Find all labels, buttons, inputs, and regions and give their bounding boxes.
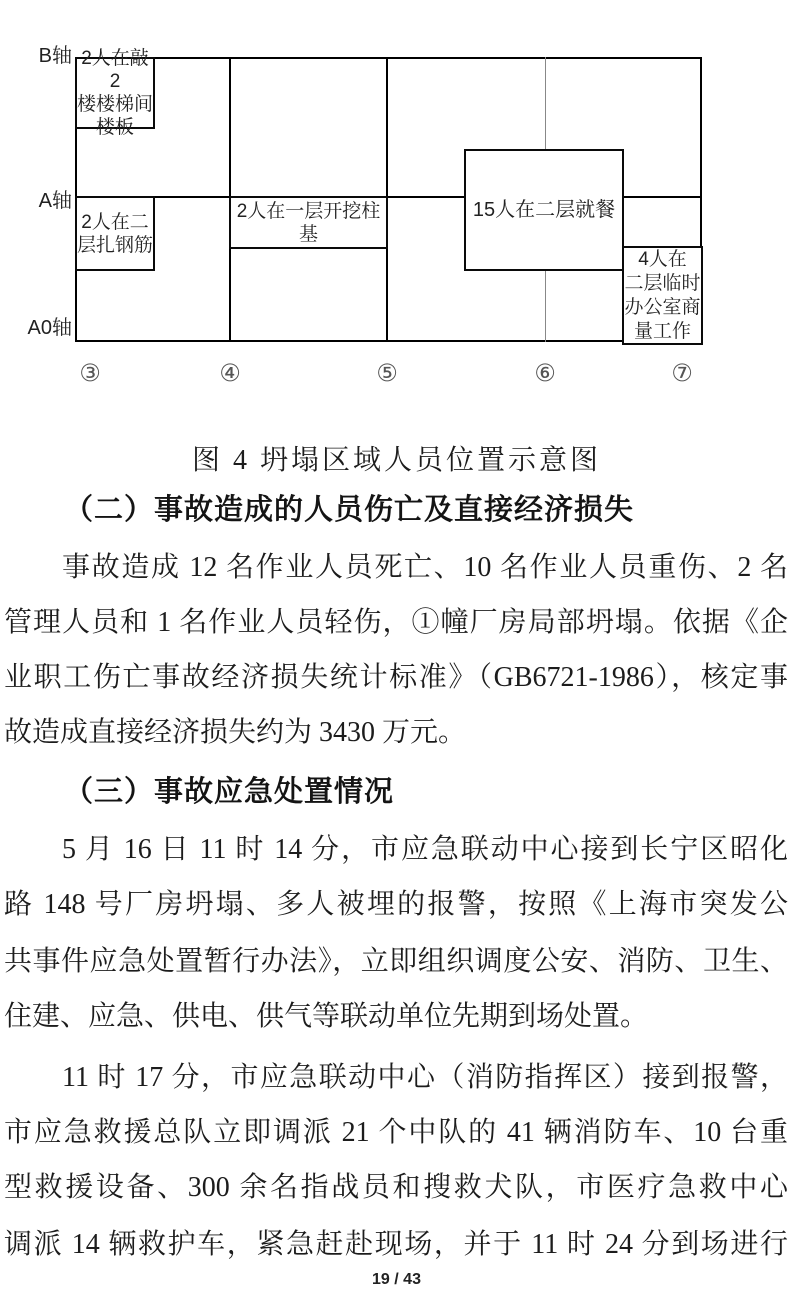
section-heading-3: （三）事故应急处置情况 — [64, 776, 395, 808]
axis-label-a0: A0轴 — [27, 317, 72, 339]
personnel-box-office-line: 4人在 — [638, 248, 687, 270]
column-label-7: ⑦ — [671, 359, 693, 387]
paragraph-line: 事故造成 12 名作业人员死亡、10 名作业人员重伤、2 名 — [62, 552, 788, 583]
personnel-box-rebar-line: 层扎钢筋 — [77, 234, 154, 256]
personnel-box-stair-line: 楼板 — [95, 117, 134, 138]
column-label-3: ③ — [79, 359, 101, 387]
figure-caption: 图 4 坍塌区域人员位置示意图 — [191, 445, 601, 476]
personnel-box-dining — [464, 149, 624, 271]
personnel-box-office-line: 办公室商 — [624, 296, 701, 318]
personnel-box-rebar-line: 2人在二 — [81, 211, 149, 233]
column-label-5: ⑤ — [376, 359, 398, 387]
paragraph-line: 5 月 16 日 11 时 14 分，市应急联动中心接到长宁区昭化 — [62, 834, 788, 865]
personnel-box-stair-line: 2人在敲2 — [81, 48, 149, 92]
column-label-6: ⑥ — [534, 359, 556, 387]
column-label-4: ④ — [219, 359, 241, 387]
paragraph-line: 市应急救援总队立即调派 21 个中队的 41 辆消防车、10 台重 — [4, 1117, 788, 1148]
axis-label-b: B轴 — [38, 45, 72, 67]
paragraph-line: 调派 14 辆救护车，紧急赶赴现场，并于 11 时 24 分到场进行 — [4, 1229, 788, 1260]
personnel-box-rebar — [75, 196, 155, 271]
personnel-box-excavate — [229, 196, 388, 249]
paragraph-line: 路 148 号厂房坍塌、多人被埋的报警，按照《上海市突发公 — [4, 889, 788, 920]
paragraph-line: 业职工伤亡事故经济损失统计标准》（GB6721-1986），核定事 — [4, 662, 788, 693]
paragraph-line: 11 时 17 分，市应急联动中心（消防指挥区）接到报警， — [62, 1062, 788, 1093]
personnel-box-dining-line: 15人在二层就餐 — [472, 198, 616, 221]
paragraph-line: 管理人员和 1 名作业人员轻伤，①幢厂房局部坍塌。依据《企 — [4, 607, 788, 638]
page-number: 19 / 43 — [372, 1271, 421, 1288]
personnel-box-office — [622, 246, 703, 345]
paragraph-line: 故造成直接经济损失约为 3430 万元。 — [4, 717, 467, 748]
personnel-box-stair-line: 楼楼梯间 — [77, 94, 154, 115]
personnel-box-office-line: 二层临时 — [624, 272, 701, 294]
paragraph-line: 型救援设备、300 余名指战员和搜救犬队，市医疗急救中心 — [4, 1172, 788, 1203]
personnel-box-stair — [75, 48, 155, 138]
paragraph-line: 共事件应急处置暂行办法》，立即组织调度公安、消防、卫生、 — [4, 946, 788, 977]
personnel-box-office-line: 量工作 — [633, 320, 691, 342]
section-heading-2: （二）事故造成的人员伤亡及直接经济损失 — [64, 494, 635, 526]
personnel-box-excavate-line: 2人在一层开挖柱基 — [236, 200, 381, 245]
paragraph-line: 住建、应急、供电、供气等联动单位先期到场处置。 — [4, 1001, 649, 1032]
axis-label-a: A轴 — [38, 190, 72, 212]
